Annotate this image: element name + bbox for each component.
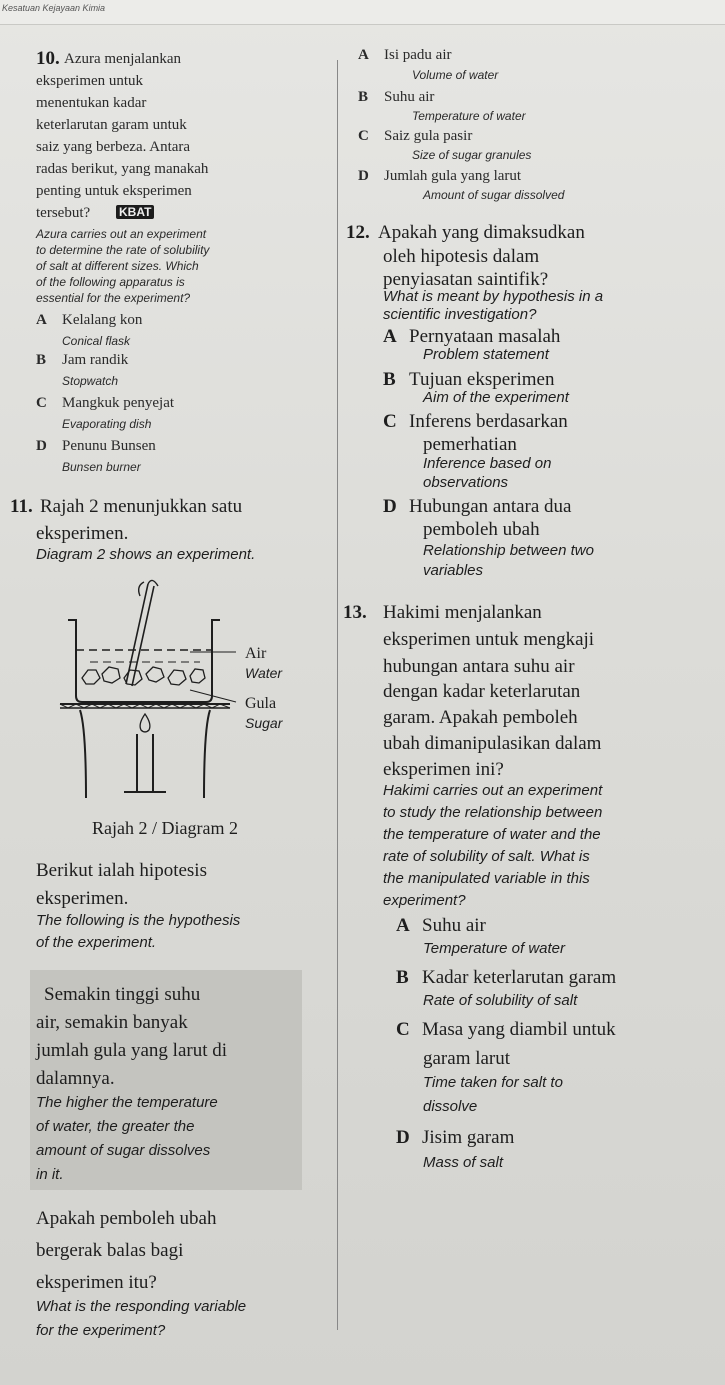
q12-option-b-en: Aim of the experiment (423, 389, 569, 406)
q11-text-line: Rajah 2 menunjukkan satu (40, 496, 243, 517)
q11-option-c[interactable] (358, 128, 472, 145)
q10-en-line: of the following apparatus is (36, 275, 185, 289)
option-letter: B (396, 967, 409, 988)
q13-option-d-en: Mass of salt (423, 1154, 504, 1171)
q10-option-a[interactable] (36, 312, 142, 329)
diagram-label-sugar: Sugar (245, 715, 283, 731)
q12-en-line: What is meant by hypothesis in a (383, 288, 604, 305)
option-ms: Saiz gula pasir (384, 128, 473, 144)
q13-option-a[interactable] (396, 915, 486, 937)
q12-option-c[interactable] (383, 411, 568, 433)
option-ms: Pernyataan masalah (409, 326, 561, 347)
header-text: Kesatuan Kejayaan Kimia (2, 3, 106, 13)
q11-option-b-en: Temperature of water (412, 109, 526, 123)
option-letter: B (358, 89, 369, 105)
option-ms: Jumlah gula yang larut (384, 168, 522, 184)
q10-text-line: penting untuk eksperimen (36, 183, 192, 199)
q13-text-line: eksperimen ini? (383, 759, 504, 780)
option-letter: D (383, 496, 397, 517)
option-letter: A (36, 312, 47, 328)
q12-option-c-en: Inference based on (423, 455, 552, 472)
q10-option-b-en: Stopwatch (62, 374, 119, 388)
q10-text-line: keterlarutan garam untuk (36, 117, 187, 133)
option-letter: A (383, 326, 397, 347)
kbat-badge: KBAT (116, 205, 154, 219)
q12-option-d-line2: pemboleh ubah (423, 519, 540, 540)
q10-text-line: saiz yang berbeza. Antara (36, 139, 191, 155)
option-letter: D (358, 168, 369, 184)
option-ms: Jam randik (62, 352, 129, 368)
q10-text-line: tersebut? (36, 205, 91, 221)
q11-text-line: eksperimen. (36, 523, 129, 544)
q10-option-c[interactable] (36, 395, 174, 412)
option-ms: Kadar keterlarutan garam (422, 967, 617, 988)
thermometer-bulb (148, 580, 158, 586)
hypothesis-line: dalamnya. (36, 1068, 115, 1089)
tripod-leg-right (204, 710, 210, 798)
q13-text-line: eksperimen untuk mengkaji (383, 629, 595, 650)
option-letter: A (358, 47, 369, 63)
option-ms: Inferens berdasarkan (409, 411, 568, 432)
q12-option-c-line2: pemerhatian (423, 434, 517, 455)
q13-option-c-line2: garam larut (423, 1048, 511, 1069)
q12-option-a[interactable] (383, 326, 560, 348)
hypothesis-en-line: amount of sugar dissolves (36, 1142, 211, 1159)
q13-number: 13. (343, 602, 367, 623)
option-ms: Isi padu air (384, 47, 452, 63)
q10-option-d-en: Bunsen burner (62, 460, 141, 474)
hypothesis-en-line: The higher the temperature (36, 1094, 218, 1111)
q12-option-a-en: Problem statement (423, 346, 549, 363)
q11-option-d-en: Amount of sugar dissolved (423, 188, 565, 202)
q13-text-line: dengan kadar keterlarutan (383, 681, 581, 702)
q11-stmt-line: eksperimen. (36, 888, 129, 909)
q12-option-d-en: variables (423, 562, 484, 579)
q13-text-line: hubungan antara suhu air (383, 656, 575, 677)
q13-option-b-en: Rate of solubility of salt (423, 992, 578, 1009)
diagram-label-air: Air (245, 645, 267, 662)
q11-option-d[interactable] (358, 168, 521, 185)
q10-en-line: to determine the rate of solubility (36, 243, 210, 257)
flame (140, 714, 150, 732)
hypothesis-en-line: of water, the greater the (36, 1118, 195, 1135)
q11-stmt-en-line: of the experiment. (36, 934, 157, 951)
tripod-leg-left (80, 710, 86, 798)
diagram-label-gula: Gula (245, 695, 277, 712)
q13-option-c-en: Time taken for salt to (423, 1074, 563, 1091)
option-ms: Suhu air (422, 915, 486, 936)
option-letter: B (36, 352, 47, 368)
q13-option-b[interactable] (396, 967, 616, 989)
q10-option-a-en: Conical flask (62, 334, 131, 348)
q12-option-d[interactable] (383, 496, 572, 518)
q13-text-line: ubah dimanipulasikan dalam (383, 733, 602, 754)
option-letter: D (36, 438, 47, 454)
q11-option-a[interactable] (358, 47, 451, 64)
q11-option-b[interactable] (358, 89, 434, 106)
q13-en-line: Hakimi carries out an experiment (383, 782, 603, 799)
sugar-granules (82, 667, 205, 685)
option-letter: C (383, 411, 397, 432)
q12-text-line: oleh hipotesis dalam (383, 246, 540, 267)
diagram-caption: Rajah 2 / Diagram 2 (92, 818, 238, 838)
q13-option-a-en: Temperature of water (423, 940, 566, 957)
q13-en-line: the temperature of water and the (383, 826, 601, 843)
option-ms: Tujuan eksperimen (409, 369, 555, 390)
option-ms: Jisim garam (422, 1127, 515, 1148)
bunsen-tube (137, 734, 153, 792)
q13-text-line: garam. Apakah pemboleh (383, 707, 578, 728)
q13-text-line: Hakimi menjalankan (383, 602, 542, 623)
q10-number: 10. (36, 48, 60, 69)
q11-number: 11. (10, 496, 33, 517)
q13-en-line: rate of solubility of salt. What is (383, 848, 590, 865)
q11-question-line: Apakah pemboleh ubah (36, 1208, 217, 1229)
hypothesis-en-line: in it. (36, 1166, 64, 1183)
q12-text-line: penyiasatan saintifik? (383, 269, 549, 290)
q10-option-b[interactable] (36, 352, 128, 369)
experiment-diagram (40, 578, 330, 808)
option-letter: C (396, 1019, 410, 1040)
q13-option-c-en: dissolve (423, 1098, 478, 1115)
q10-text-line: eksperimen untuk (36, 73, 144, 89)
q11-question-en-line: What is the responding variable (36, 1298, 247, 1315)
hypothesis-line: Semakin tinggi suhu (44, 984, 201, 1005)
q12-number: 12. (346, 222, 370, 243)
option-letter: B (383, 369, 396, 390)
q13-option-c[interactable] (396, 1019, 616, 1041)
q10-text-line: Azura menjalankan (64, 51, 182, 67)
q10-en-line: essential for the experiment? (36, 291, 191, 305)
q10-en-line: Azura carries out an experiment (36, 227, 207, 241)
diagram-label-water: Water (245, 665, 283, 681)
q12-option-b[interactable] (383, 369, 554, 391)
option-ms: Masa yang diambil untuk (422, 1019, 616, 1040)
hypothesis-line: jumlah gula yang larut di (36, 1040, 228, 1061)
hypothesis-line: air, semakin banyak (36, 1012, 188, 1033)
q11-question-en-line: for the experiment? (36, 1322, 166, 1339)
q12-option-d-en: Relationship between two (423, 542, 594, 559)
q10-option-c-en: Evaporating dish (62, 417, 152, 431)
q13-en-line: to study the relationship between (383, 804, 603, 821)
q10-en-line: of salt at different sizes. Which (36, 259, 199, 273)
q13-en-line: the manipulated variable in this (383, 870, 590, 887)
q11-option-c-en: Size of sugar granules (412, 148, 532, 162)
q12-en-line: scientific investigation? (383, 306, 537, 323)
page-header (0, 0, 725, 25)
q10-text-line: radas berikut, yang manakah (36, 161, 209, 177)
option-ms: Suhu air (384, 89, 435, 105)
q10-option-d[interactable] (36, 438, 156, 455)
q11-stmt-line: Berikut ialah hipotesis (36, 860, 207, 881)
column-divider (337, 60, 338, 1330)
option-ms: Mangkuk penyejat (62, 395, 175, 411)
q11-question-line: eksperimen itu? (36, 1272, 157, 1293)
option-ms: Penunu Bunsen (62, 438, 156, 454)
q10-text-line: menentukan kadar (36, 95, 147, 111)
thermometer-rod (126, 584, 148, 684)
q11-question-line: bergerak balas bagi (36, 1240, 184, 1261)
option-ms: Kelalang kon (62, 312, 143, 328)
q13-option-d[interactable] (396, 1127, 514, 1149)
thermometer-rod (132, 586, 154, 686)
option-letter: A (396, 915, 410, 936)
q12-option-c-en: observations (423, 474, 509, 491)
q11-en-line: Diagram 2 shows an experiment. (36, 546, 256, 563)
option-letter: C (36, 395, 47, 411)
option-letter: D (396, 1127, 410, 1148)
q11-option-a-en: Volume of water (412, 68, 499, 82)
q13-en-line: experiment? (383, 892, 466, 909)
option-letter: C (358, 128, 369, 144)
option-ms: Hubungan antara dua (409, 496, 572, 517)
q12-text-line: Apakah yang dimaksudkan (378, 222, 585, 243)
q11-stmt-en-line: The following is the hypothesis (36, 912, 241, 929)
